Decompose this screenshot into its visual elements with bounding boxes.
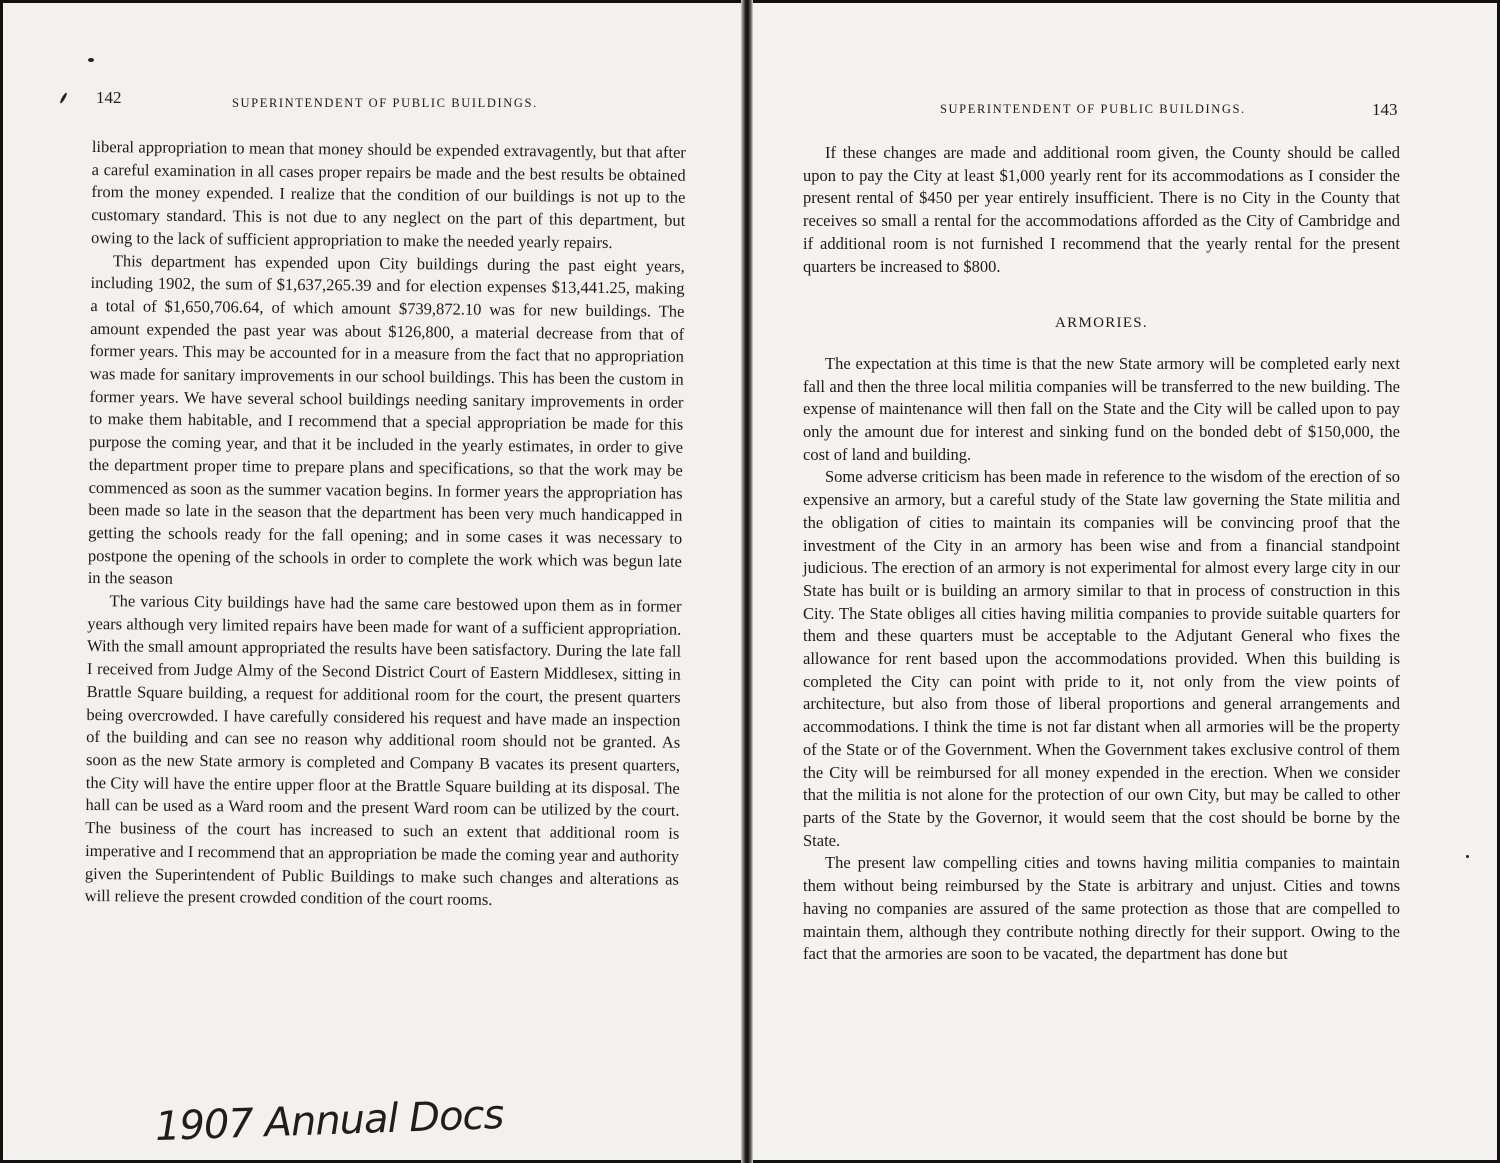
book-gutter [741,0,753,1163]
right-page-body [803,142,1400,966]
paragraph: This department has expended upon City buildings during the past eight years, including 1902, the sum of $1,637,265.39 and for election expenses $13,441.25, making a total of $1,650,706.64, of which amount $739,872.10 was for new buildings. The amount expended the past year was about $126,800, a material decrease from that of former years. This may be accounted for in a measure from the fact that no appropriation was made for sanitary improvements in our school buildings. This has been the custom in former years. We have several school buildings needing sanitary improvements in order to make them habitable, and I recommend that a special appropriation be made for this purpose the coming year, and that it be included in the yearly estimates, in order to give the department proper time to prepare plans and specifications, so that the work may be commenced as soon as the summer vacation begins. In former years the appropriation has been made so late in the season that the department has been very much handicapped in getting the schools ready for the fall opening; and in some cases it was necessary to postpone the opening of the schools in order to complete the work which was begun late in the season [87,250,685,589]
handwritten-note: 1907 Annual Docs [154,1091,505,1151]
right-running-head: SUPERINTENDENT OF PUBLIC BUILDINGS. [940,102,1246,116]
left-page-number: 142 [96,88,122,107]
paragraph: The various City buildings have had the same care bestowed upon them as in former years although very limited repairs have been made for want of a sufficient appropriation. With the small amount appropriated the results have been satisfactory. During the late fall I received from Judge Almy of the Second District Court of Eastern Middlesex, sitting in Brattle Square building, a request for additional room for the court, the present quarters being overcrowded. I have carefully considered his request and have made an inspection of the building and can see no reason why additional room should not be granted. As soon as the new State armory is completed and Company B vacates its present quarters, the City will have the entire upper floor at the Brattle Square building at its disposal. The hall can be used as a Ward room and the present Ward room can be utilized by the court. The business of the court has increased to such an extent that additional room is imperative and I recommend that an appropriation be made the coming year and authority given the Superintendent of Public Buildings to make such changes and alterations as will relieve the present crowded condition of the court rooms. [84,591,682,910]
paragraph: The present law compelling cities and towns having militia companies to maintain them without being reimbursed by the State is arbitrary and unjust. Cities and towns having no companies are assured of the same protection as those that are compelled to maintain them, although they contribute nothing directly for their support. Owing to the fact that the armories are soon to be vacated, the department has done but [803,853,1400,964]
scan-speck [88,58,94,62]
paragraph: If these changes are made and additional room given, the County should be called upon to pay the City at least $1,000 yearly rent for its accommodations as I consider the present rental of $450 per year entirely insufficient. There is no City in the County that receives so small a rental for the accommodations afforded as the City of Cambridge and if additional room is not furnished I recommend that the yearly rental for the present quarters be increased to $800. [803,143,1400,276]
right-page-number: 143 [1372,100,1398,119]
paragraph: liberal appropriation to mean that money should be expended extravagently, but that after a careful examination in all cases proper repairs be made and the best results be obtained from the money expended. I realize that the condition of our buildings is not up to the customary standard. This is not due to any neglect on the part of this department, but owing to the lack of sufficient appropriation to make the needed yearly repairs. [90,136,686,252]
paragraph: Some adverse criticism has been made in reference to the wisdom of the erection of so expensive an armory, but a careful study of the State law governing the State militia and the obligation of cities to maintain its companies will be convincing proof that the investment of the City in an armory has been wise and from a financial standpoint judicious. The erection of an armory is not experimental for almost every large city in our State has built or is building an armory similar to that in process of construction in this City. The State obliges all cities having militia companies to provide suitable quarters for them and these quarters must be acceptable to the Adjutant General who fixes the allowance for rent based upon the accommodations provided. When this building is completed the City can point with pride to it, not only from the view points of architecture, but also from those of liberal proportions and general arrangements and accommodations. I think the time is not far distant when all armories will be the property of the State or of the Government. When the Government takes exclusive control of them the City will be reimbursed for all money expended in the erection. When we consider that the militia is not alone for the protection of our own City, but may be called to other parts of the State by the Governor, it would seem that the cost should be borne by the State. [803,467,1400,850]
left-page-body [85,136,686,914]
left-running-head: SUPERINTENDENT OF PUBLIC BUILDINGS. [232,96,538,110]
paragraph: The expectation at this time is that the new State armory will be completed early next fall and then the three local militia companies will be transferred to the new building. The expense of maintenance will then fall on the State and the City will be called upon to pay only the amount due for interest and sinking fund on the bonded debt of $150,000, the cost of land and building. [803,353,1400,464]
scan-speck [1466,855,1469,858]
section-heading: ARMORIES. [1055,315,1148,332]
